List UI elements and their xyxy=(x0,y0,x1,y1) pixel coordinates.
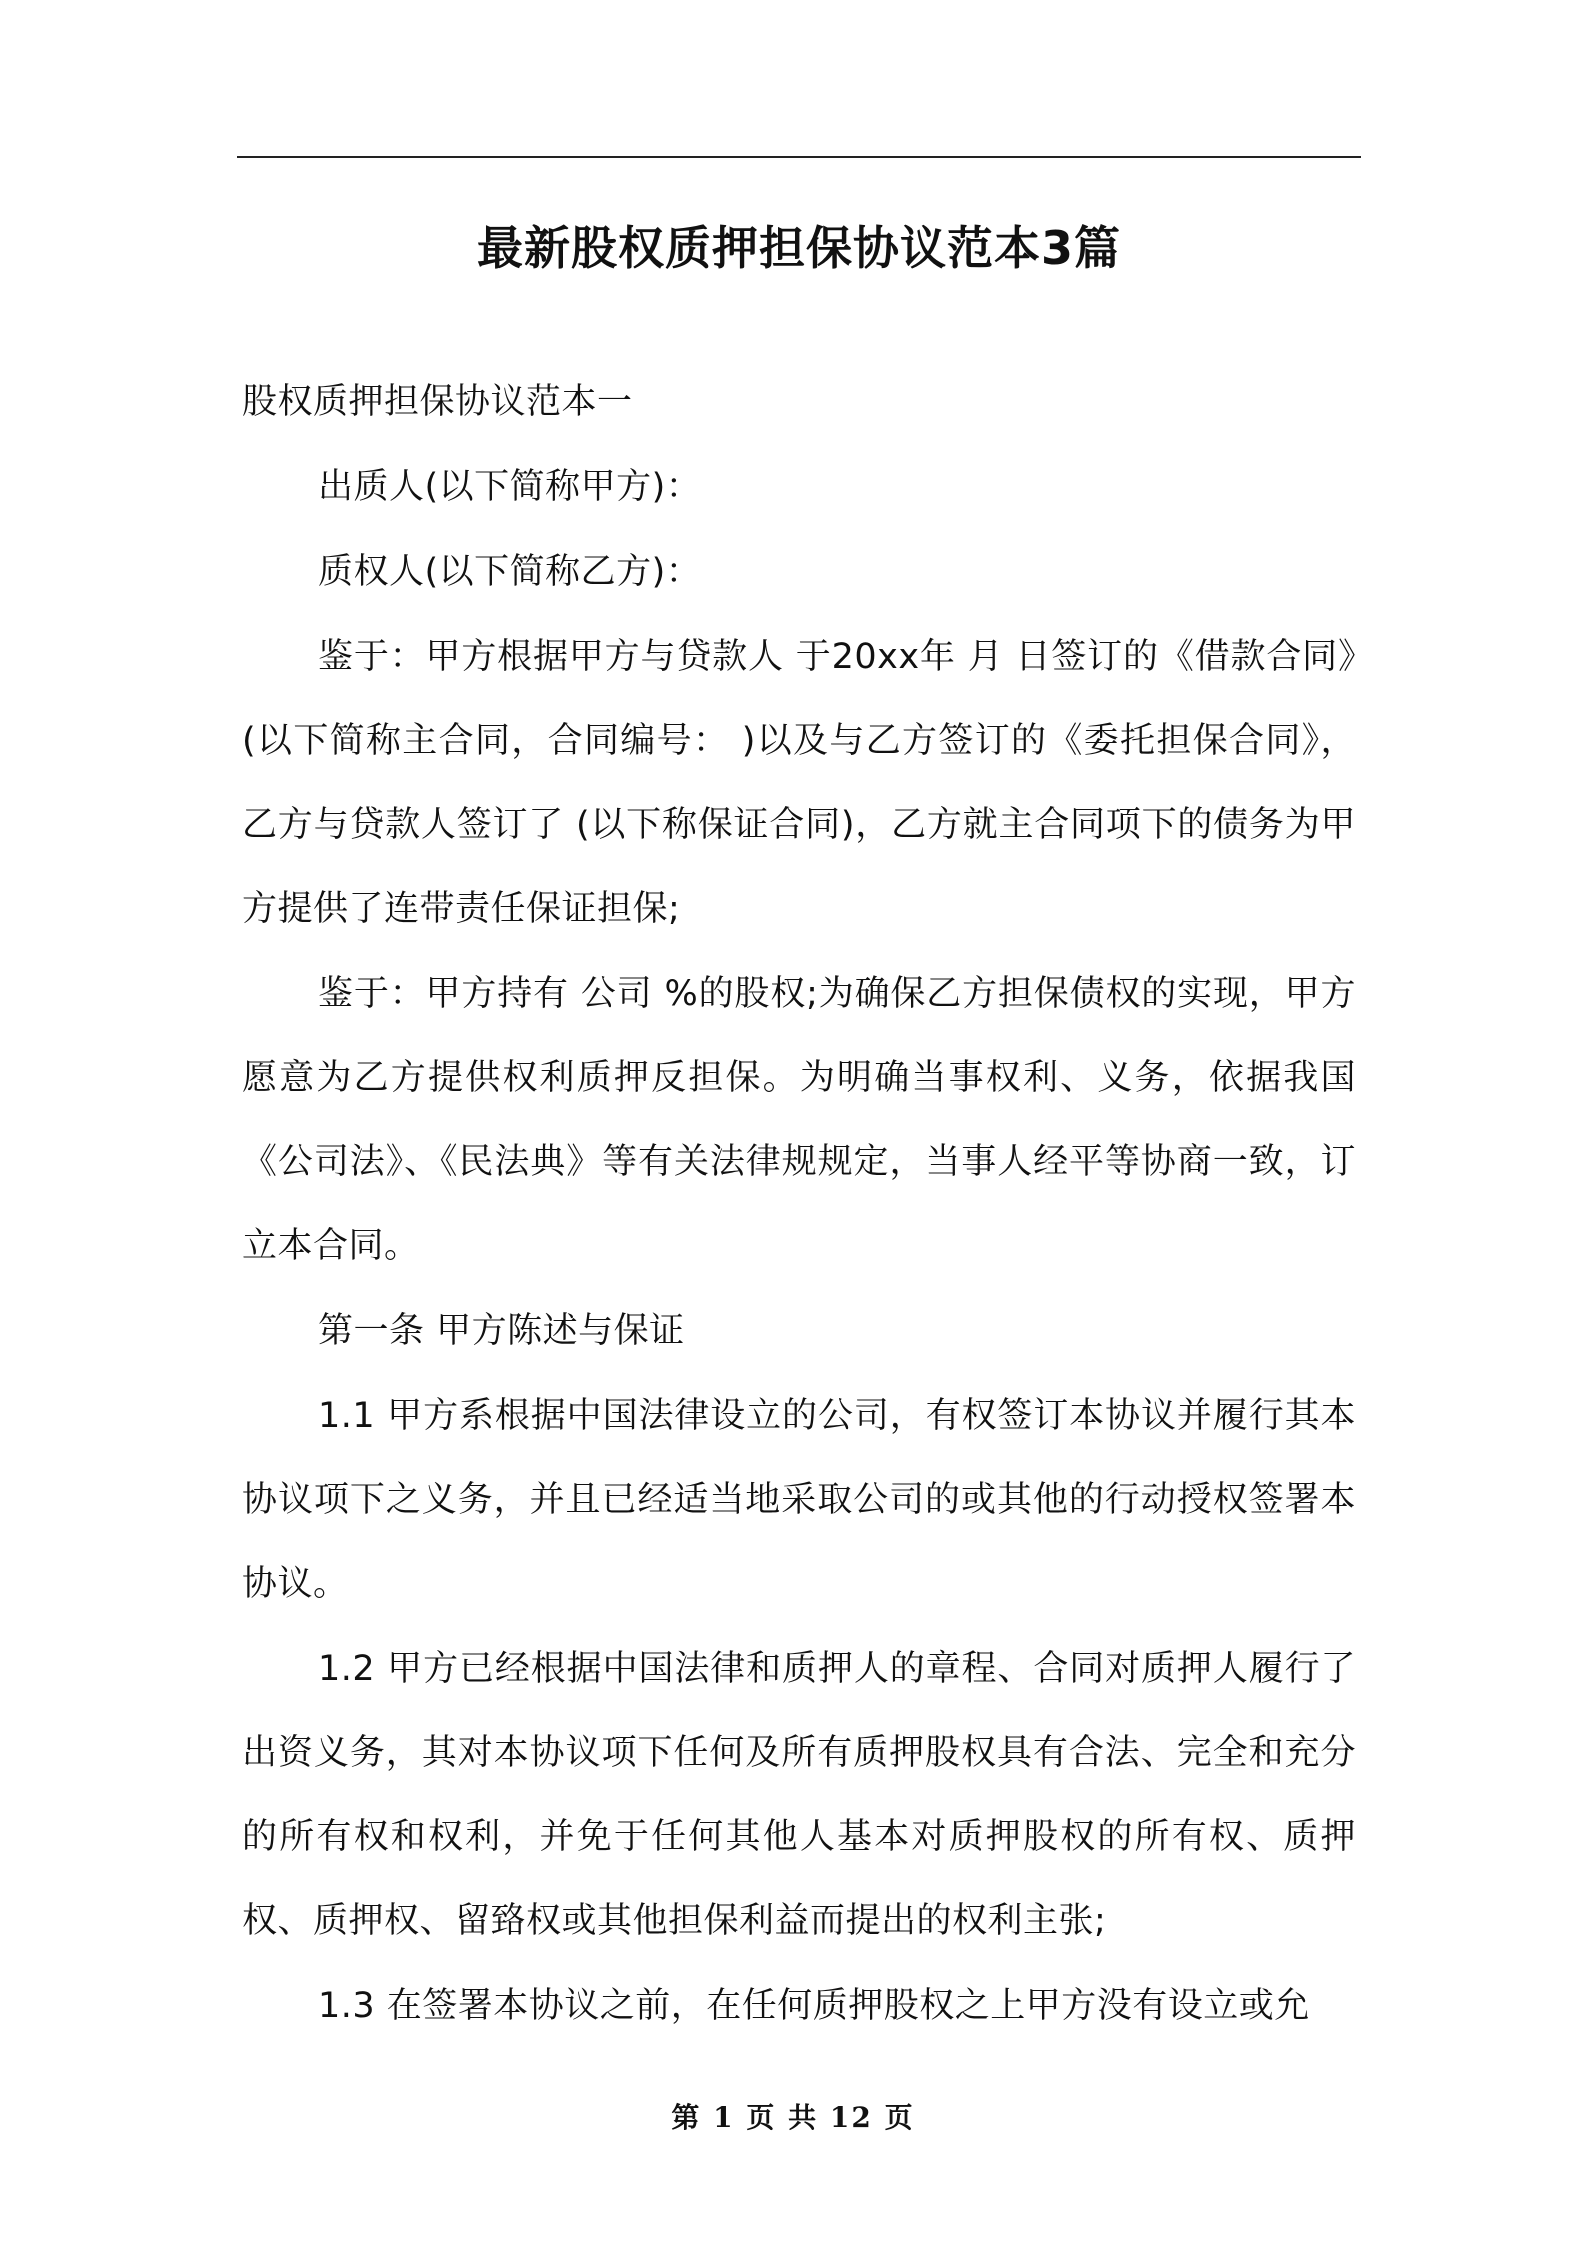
paragraph-subtitle: 股权质押担保协议范本一 xyxy=(242,382,633,422)
paragraph-clause-1-1: 1.1 甲方系根据中国法律设立的公司，有权签订本协议并履行其本协议项下之义务，并且已经适当地采取公司的或其他的行动授权签署本协议。 xyxy=(242,1396,1356,1604)
paragraph-clause-1-3: 1.3 在签署本协议之前，在任何质押股权之上甲方没有设立或允 xyxy=(318,1986,1310,2026)
page-number-footer: 第 1 页 共 12 页 xyxy=(671,2101,915,2134)
section-heading-article-1: 第一条 甲方陈述与保证 xyxy=(318,1311,685,1351)
paragraph-whereas-1: 鉴于：甲方根据甲方与贷款人 于20xx年 月 日签订的《借款合同》(以下简称主合同，合同编号： )以及与乙方签订的《委托担保合同》，乙方与贷款人签订了 (以下称保证合同)，乙方就主合同项下的债务为甲方提供了连带责任保证担保; xyxy=(242,637,1356,929)
paragraph-whereas-2: 鉴于：甲方持有 公司 %的股权;为确保乙方担保债权的实现，甲方愿意为乙方提供权利质押反担保。为明确当事权利、义务，依据我国《公司法》、《民法典》等有关法律规规定，当事人经平等协商一致，订立本合同。 xyxy=(242,974,1356,1266)
paragraph-pledgee: 质权人(以下简称乙方)： xyxy=(318,552,702,592)
document-body xyxy=(242,360,1356,2049)
header-divider xyxy=(237,156,1361,158)
paragraph-pledgor: 出质人(以下简称甲方)： xyxy=(318,467,702,507)
document-title: 最新股权质押担保协议范本3篇 xyxy=(476,221,1121,275)
paragraph-clause-1-2: 1.2 甲方已经根据中国法律和质押人的章程、合同对质押人履行了出资义务，其对本协议项下任何及所有质押股权具有合法、完全和充分的所有权和权利，并免于任何其他人基本对质押股权的所有权、质押权、质押权、留臵权或其他担保利益而提出的权利主张; xyxy=(242,1649,1356,1941)
